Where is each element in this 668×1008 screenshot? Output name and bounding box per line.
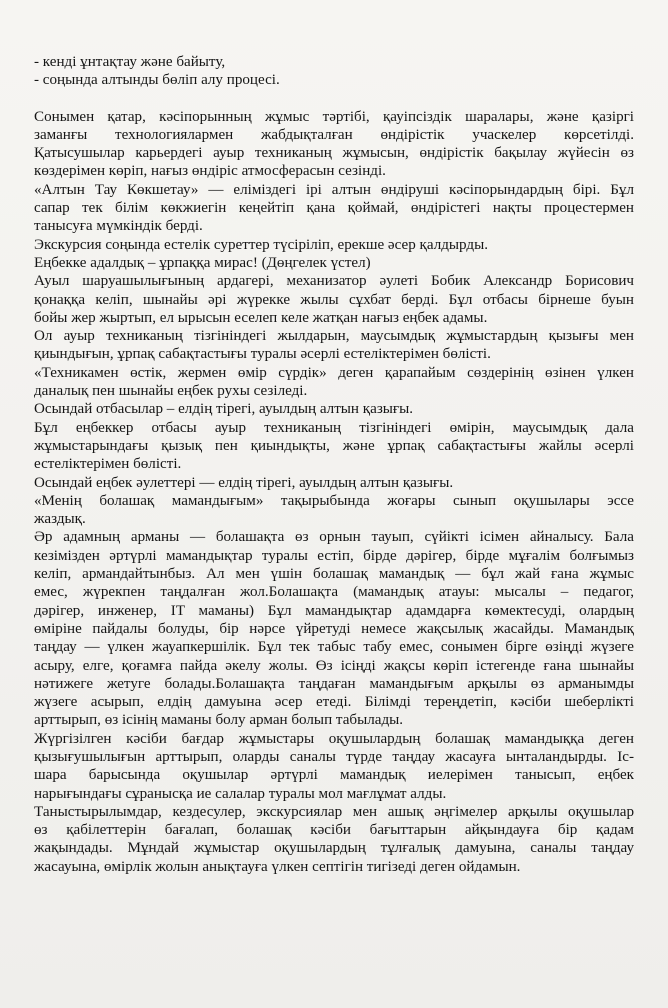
text-line: емес, жүрекпен таңдалған жол.Болашақта (мамандық атауы: мысалы – педагог,: [34, 584, 634, 601]
text-line: келіп, армандайтынбыз. Ал мен үшін болашақ мамандық — бұл жай ғана жұмыс: [34, 566, 634, 583]
text-line: сапар тек білім көкжиегін кеңейтіп қана қоймай, өндірістегі нақты процестермен: [34, 200, 634, 217]
text-line: өз қабілеттерін бағалап, болашақ кәсіби бағыттарын айқындауға бір қадам: [34, 822, 634, 839]
text-line: Сонымен қатар, кәсіпорынның жұмыс тәртібі, қауіпсіздік шаралары, және қазіргі: [34, 108, 634, 125]
document-body: [34, 53, 634, 876]
text-line: бойы жер жыртып, ел ырысын еселеп келе жатқан нағыз еңбек адамы.: [34, 309, 488, 326]
text-line: дәрігер, инженер, IT маманы) Бұл мамандықтар адамдарға көмектесуді, олардың: [34, 602, 634, 619]
text-line: Ол ауыр техниканың тізгініндегі жылдарын, маусымдық жұмыстардың қызығы мен: [34, 328, 634, 345]
text-line: нарығындағы сұранысқа ие салалар туралы мол мағлұмат алды.: [34, 785, 447, 802]
text-line: көздерімен көріп, нағыз өндіріс атмосферасын сезінді.: [34, 163, 386, 180]
text-line: жақындады. Мұндай жұмыстар оқушылардың тұлғалық дамуына, саналы таңдау: [34, 840, 634, 857]
text-line: Бұл еңбеккер отбасы ауыр техниканың тізгініндегі өмірін, маусымдық дала: [34, 419, 634, 436]
text-line: - соңында алтынды бөліп алу процесі.: [34, 72, 280, 89]
text-line: асыру, елге, қоғамға пайда әкелу жолы. Өз ісіңді жақсы көріп істегенде ғана шынайы: [34, 657, 634, 674]
text-line: арттырып, өз ісінің маманы болу арман болып табылады.: [34, 712, 404, 729]
text-line: жүзеге асырып, елдің дамуына әсер етеді. Білімді тереңдетіп, кәсіби шеберлікті: [34, 694, 634, 711]
text-line: даналық пен шынайы еңбек рухы сезіледі.: [34, 383, 308, 400]
paragraph-gap: [34, 90, 634, 108]
text-line: қонаққа келіп, шынайы әрі жүрекке жылы сұхбат берді. Бұл отбасы бірнеше буын: [34, 291, 634, 308]
text-line: - кенді ұнтақтау және байыту,: [34, 54, 226, 70]
text-line: Осындай отбасылар – елдің тірегі, ауылдың алтын қазығы.: [34, 401, 414, 418]
text-line: таңдау — үлкен жауапкершілік. Бұл тек табыс табу емес, сонымен бірге өзіңді жүзеге: [34, 639, 634, 656]
text-line: Осындай еңбек әулеттері — елдің тірегі, ауылдың алтын қазығы.: [34, 474, 454, 491]
text-line: Еңбекке адалдық – ұрпаққа мирас! (Дөңгелек үстел): [34, 254, 371, 271]
text-line: жұмыстарындағы қызық пен қиындықты, және ұрпақ сабақтастығы жайлы әсерлі: [34, 437, 634, 454]
text-line: жаздық.: [34, 511, 86, 528]
text-line: Әр адамның арманы — болашақта өз орнын тауып, сүйікті ісімен айналысу. Бала: [34, 529, 634, 546]
text-line: Ауыл шаруашылығының ардагері, механизатор әулеті Бобик Александр Борисович: [34, 273, 634, 290]
text-line: «Алтын Тау Көкшетау» — еліміздегі ірі алтын өндіруші кәсіпорындардың бірі. Бұл: [34, 181, 634, 198]
text-line: Қатысушылар карьердегі ауыр техниканың жұмысын, өндірістік бақылау жүйесін өз: [34, 145, 634, 162]
text-line: «Техникамен өстік, жермен өмір сүрдік» деген қарапайым сөздерінің өзінен үлкен: [34, 364, 634, 381]
text-line: Экскурсия соңында естелік суреттер түсіріліп, ерекше әсер қалдырды.: [34, 236, 488, 253]
text-line: кезімізден әртүрлі мамандықтар туралы естіп, бірде дәрігер, бірде мұғалім болғымыз: [34, 547, 634, 564]
text-line: қиындығын, ұрпақ сабақтастығы туралы әсерлі естеліктерімен бөлісті.: [34, 346, 491, 363]
text-line: заманғы технологиялармен жабдықталған өндірістік учаскелер көрсетілді.: [34, 126, 634, 143]
text-line: естеліктерімен бөлісті.: [34, 456, 182, 473]
text-line: өміріне пайдалы болуды, бір нәрсе үйретуді немесе жақсылық жасайды. Мамандық: [34, 620, 634, 637]
text-line: қызығушылығын арттырып, оларды саналы түрде таңдау жасауға ынталандырды. Іс-: [34, 748, 634, 765]
text-line: Жүргізілген кәсіби бағдар жұмыстары оқушылардың болашақ мамандыққа деген: [34, 730, 634, 747]
text-line: Таныстырылымдар, кездесулер, экскурсиялар мен ашық әңгімелер арқылы оқушылар: [34, 803, 634, 820]
text-line: танысуға мүмкіндік берді.: [34, 218, 203, 235]
text-line: жасауына, өмірлік жолын анықтауға үлкен септігін тигізеді деген ойдамын.: [34, 858, 521, 875]
text-line: шара барысында оқушылар әртүрлі мамандық иелерімен танысып, еңбек: [34, 767, 634, 784]
text-line: «Менің болашақ мамандығым» тақырыбында жоғары сынып оқушылары эссе: [34, 492, 634, 509]
text-line: нәтижеге жетуге болады.Болашақта таңдаған мамандығым арқылы өз арманымды: [34, 675, 634, 692]
